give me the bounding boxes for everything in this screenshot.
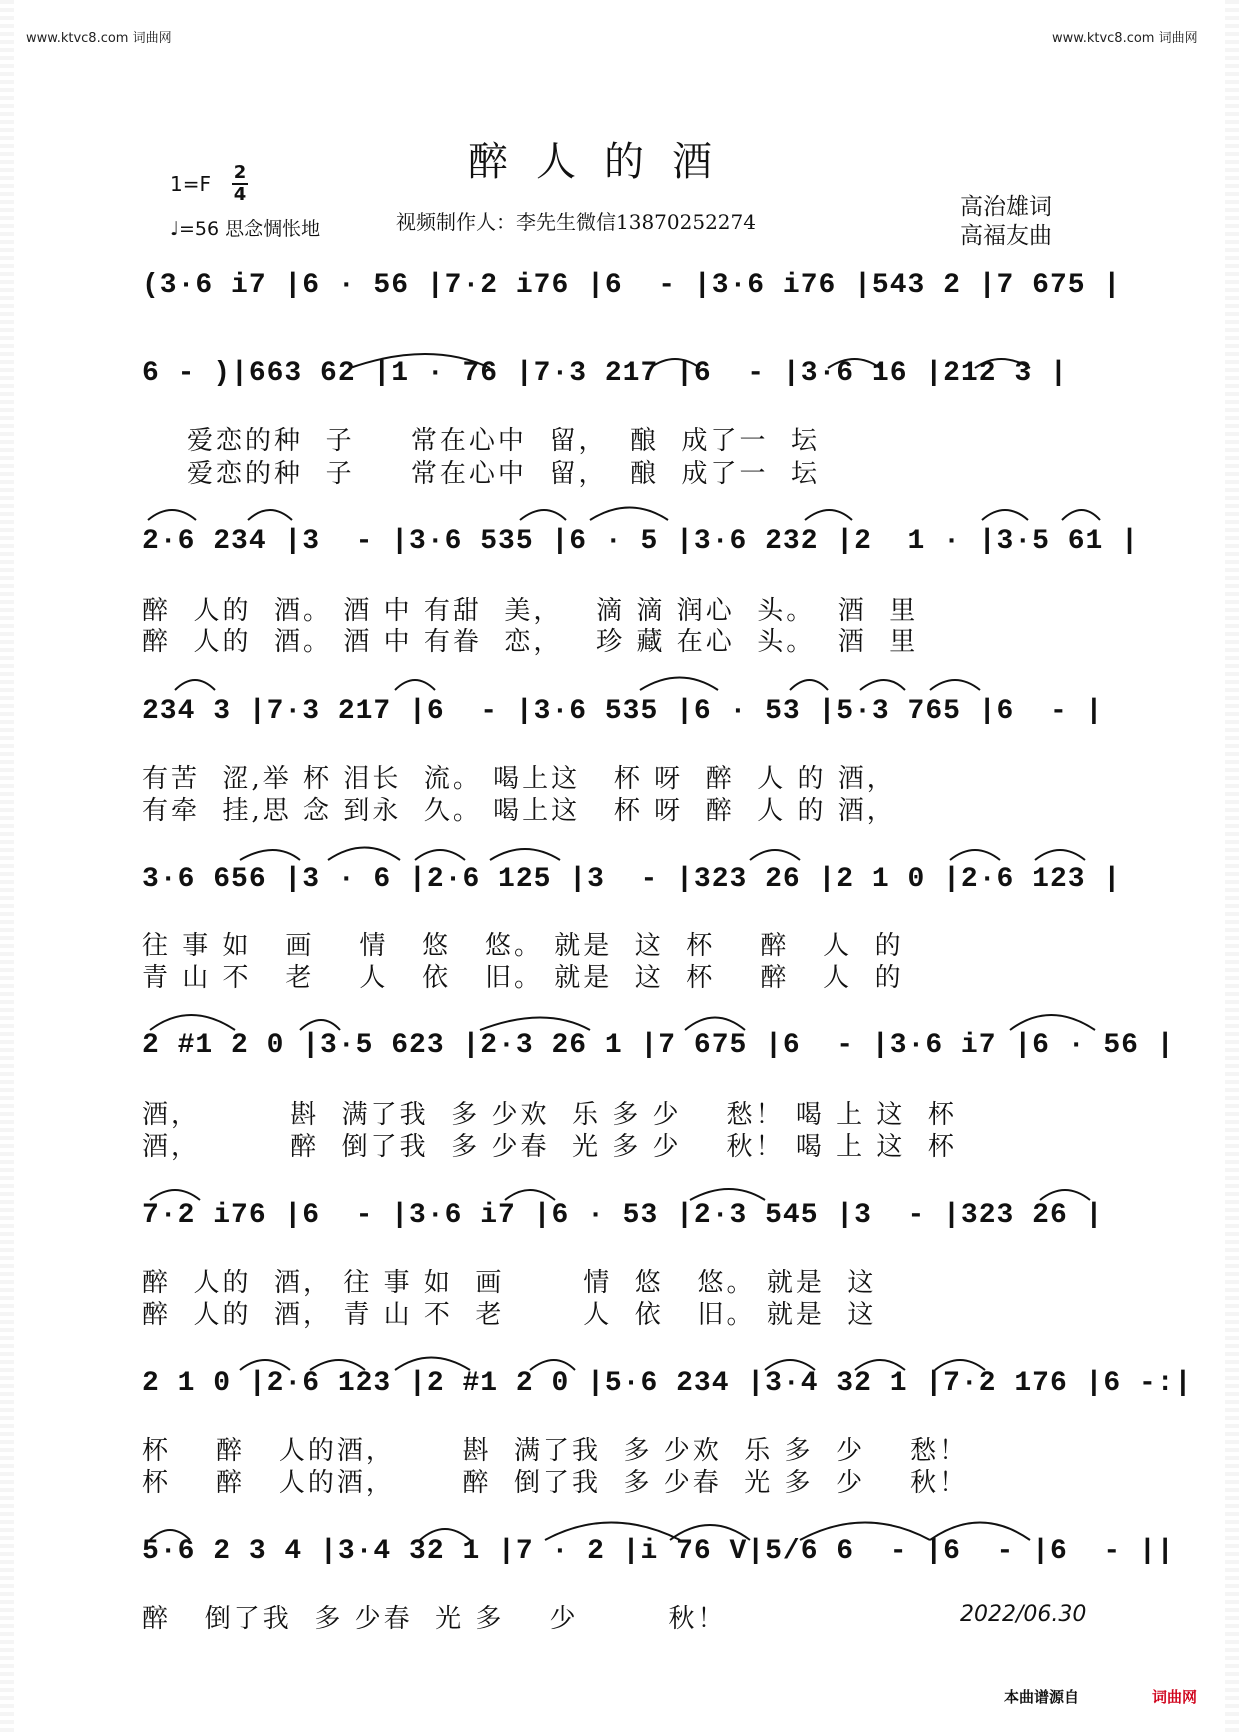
- slur: [950, 850, 1000, 860]
- lyric-line-2b: 爱恋的种 子 常在心中 留， 酿 成了一 坛: [142, 459, 821, 489]
- lyric-line-8b: 杯 醉 人的酒， 醉 倒了我 多 少春 光 多 少 秋！: [142, 1468, 969, 1498]
- slur: [690, 1189, 765, 1200]
- lyric-line-3a: 醉 人的 酒。 酒 中 有甜 美， 滴 滴 润心 头。 酒 里: [142, 596, 919, 626]
- lyric-line-6a: 酒， 斟 满了我 多 少欢 乐 多 少 愁！ 喝 上 这 杯: [142, 1100, 957, 1130]
- slur: [520, 510, 566, 520]
- slur: [790, 680, 828, 690]
- slur: [505, 1190, 555, 1200]
- slur: [590, 508, 668, 521]
- slur: [150, 1015, 235, 1030]
- slur: [685, 1018, 745, 1031]
- notation-system-6: 2 #1 2 0 |3·5 623 |2·3 26 1 |7 675 |6 - |3·6 i7 |6 · 56 |: [142, 1030, 1175, 1061]
- time-denominator: 4: [233, 184, 247, 205]
- slur: [930, 680, 980, 690]
- slur: [982, 510, 1028, 520]
- lyric-line-8a: 杯 醉 人的酒， 斟 满了我 多 少欢 乐 多 少 愁！: [142, 1436, 969, 1466]
- lyric-line-5b: 青 山 不 老 人 依 旧。 就是 这 杯 醉 人 的: [142, 963, 904, 993]
- notation-system-5: 3·6 656 |3 · 6 |2·6 125 |3 - |323 26 |2 1 0 |2·6 123 |: [142, 864, 1122, 895]
- slur: [805, 510, 852, 520]
- notation-system-8: 2 1 0 |2·6 123 |2 #1 2 0 |5·6 234 |3·4 32 1 |7·2 176 |6 -:|: [142, 1368, 1193, 1399]
- slur: [300, 1020, 340, 1030]
- lyricist: 高治雄词: [960, 194, 1052, 220]
- slur: [415, 850, 465, 860]
- slur: [240, 850, 300, 860]
- notation-system-4: 234 3 |7·3 217 |6 - |3·6 535 |6 · 53 |5·3 765 |6 - |: [142, 696, 1104, 727]
- footer-source-site[interactable]: 词曲网: [1152, 1688, 1198, 1706]
- lyric-line-5a: 往 事 如 画 情 悠 悠。 就是 这 杯 醉 人 的: [142, 931, 904, 961]
- slur: [248, 510, 292, 520]
- lyric-line-7a: 醉 人的 酒， 往 事 如 画 情 悠 悠。 就是 这: [142, 1268, 877, 1298]
- lyric-line-4a: 有苦 涩,举 杯 泪长 流。 喝上这 杯 呀 醉 人 的 酒，: [142, 764, 896, 794]
- slur: [1035, 850, 1085, 860]
- notation-system-9: 5·6 2 3 4 |3·4 32 1 |7 · 2 |i 76 V|5/6 6 - |6 - |6 - ||: [142, 1536, 1175, 1567]
- song-title: 醉人的酒: [468, 139, 740, 185]
- video-maker: 视频制作人：李先生微信13870252274: [396, 210, 756, 234]
- notation-system-1: (3·6 i7 |6 · 56 |7·2 i76 |6 - |3·6 i76 |543 2 |7 675 |: [142, 270, 1122, 301]
- lyric-line-7b: 醉 人的 酒， 青 山 不 老 人 依 旧。 就是 这: [142, 1300, 877, 1330]
- slur: [640, 678, 718, 691]
- slur: [395, 680, 435, 690]
- slur: [750, 850, 800, 860]
- slur: [1062, 510, 1100, 520]
- watermark-right: www.ktvc8.com 词曲网: [1052, 31, 1198, 46]
- slur: [490, 849, 560, 860]
- lyric-line-2a: 爱恋的种 子 常在心中 留， 酿 成了一 坛: [142, 426, 821, 456]
- key-signature: 1=F: [170, 172, 211, 196]
- lyric-line-6b: 酒， 醉 倒了我 多 少春 光 多 少 秋！ 喝 上 这 杯: [142, 1132, 957, 1162]
- lyric-line-9: 醉 倒了我 多 少春 光 多 少 秋！: [142, 1604, 727, 1634]
- notation-system-7: 7·2 i76 |6 - |3·6 i7 |6 · 53 |2·3 545 |3 - |323 26 |: [142, 1200, 1104, 1231]
- slur: [328, 848, 400, 861]
- date-stamp: 2022/06.30: [960, 1602, 1087, 1627]
- footer-source-label: 本曲谱源自: [1004, 1688, 1080, 1706]
- tempo-marking: ♩=56 思念惆怅地: [170, 218, 321, 240]
- slur: [175, 680, 215, 690]
- watermark-left: www.ktvc8.com 词曲网: [26, 31, 172, 46]
- slur: [1010, 1015, 1095, 1030]
- slur: [480, 1018, 590, 1031]
- slur: [860, 680, 905, 690]
- lyric-line-3b: 醉 人的 酒。 酒 中 有眷 恋， 珍 藏 在心 头。 酒 里: [142, 627, 919, 657]
- slur: [1040, 1190, 1090, 1200]
- time-numerator: 2: [233, 162, 247, 183]
- notation-system-2: 6 - )|663 62 |1 · 76 |7·3 217 |6 - |3·6 16 |212 3 |: [142, 358, 1068, 389]
- lyric-line-4b: 有牵 挂,思 念 到永 久。 喝上这 杯 呀 醉 人 的 酒，: [142, 796, 896, 826]
- slur: [148, 510, 196, 520]
- notation-system-3: 2·6 234 |3 - |3·6 535 |6 · 5 |3·6 232 |2 1 · |3·5 61 |: [142, 526, 1139, 557]
- slur: [150, 1190, 200, 1200]
- composer: 高福友曲: [960, 223, 1052, 249]
